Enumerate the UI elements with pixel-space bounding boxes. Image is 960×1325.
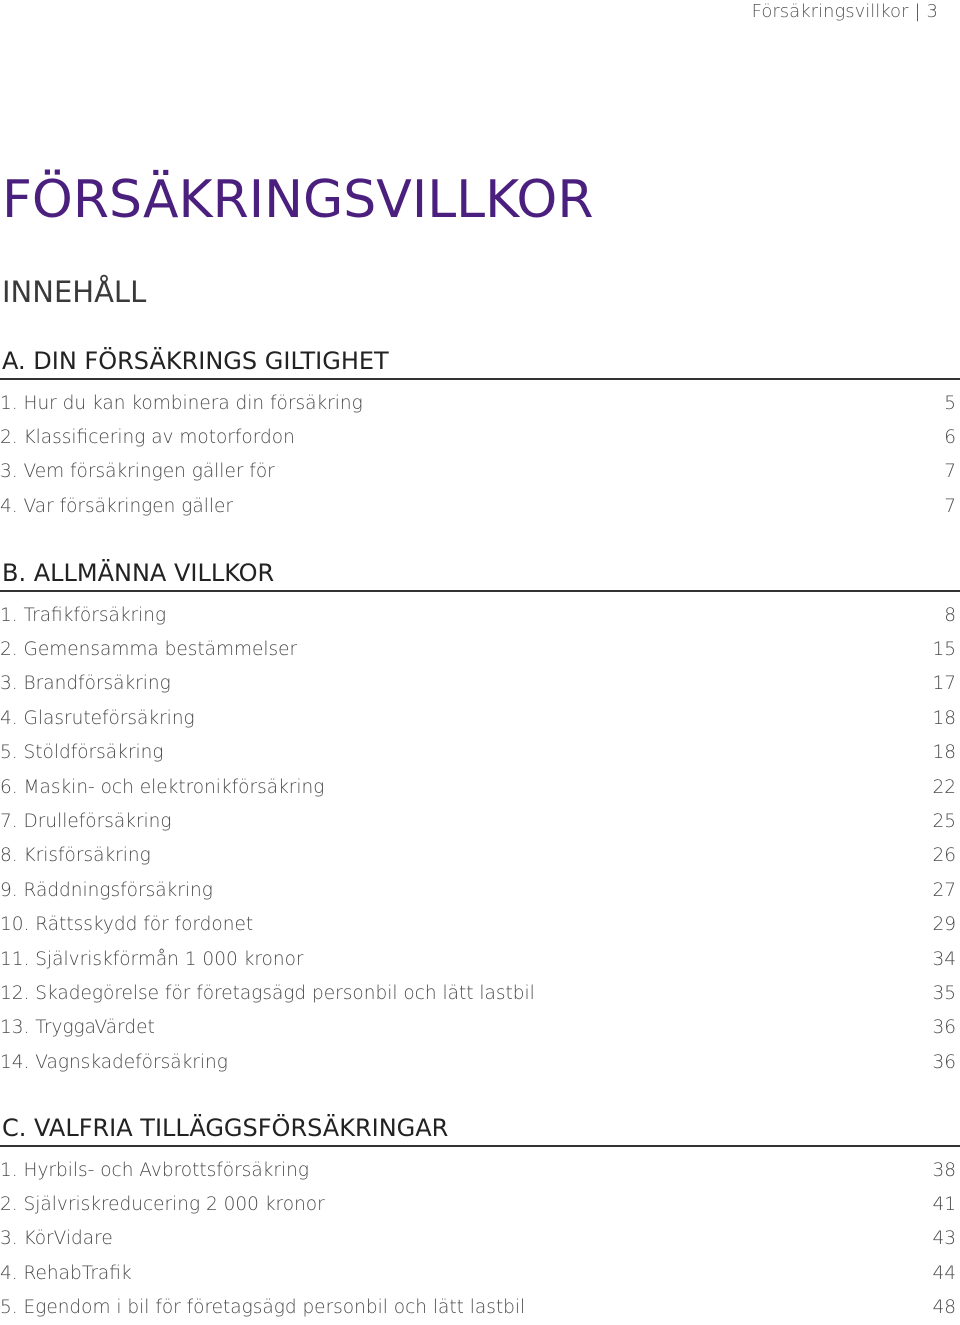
toc-entry[interactable] bbox=[0, 455, 960, 489]
toc-entry-page: 29 bbox=[932, 914, 956, 936]
toc-entry[interactable] bbox=[0, 1222, 960, 1256]
toc-entry-label: 12. Skadegörelse för företagsägd personbil och lätt lastbil bbox=[0, 982, 535, 1004]
toc-entry-label: 1. Hur du kan kombinera din försäkring bbox=[0, 392, 363, 414]
running-header-title: Försäkringsvillkor bbox=[751, 1, 909, 22]
toc-section-c bbox=[0, 1111, 960, 1325]
toc-entry[interactable] bbox=[0, 908, 960, 942]
toc-entry-label: 9. Räddningsförsäkring bbox=[0, 879, 213, 901]
toc-entry[interactable] bbox=[0, 701, 960, 735]
toc-entry[interactable] bbox=[0, 873, 960, 907]
toc-entry-label: 2. Gemensamma bestämmelser bbox=[0, 639, 298, 661]
toc-entry-label: 10. Rättsskydd för fordonet bbox=[0, 914, 254, 936]
toc-entry-label: 5. Egendom i bil för företagsägd personbil och lätt lastbil bbox=[0, 1297, 526, 1319]
toc-entry-page: 34 bbox=[932, 948, 956, 970]
toc-entry[interactable] bbox=[0, 1153, 960, 1187]
toc-entry[interactable] bbox=[0, 420, 960, 454]
toc-entry-label: 3. Vem försäkringen gäller för bbox=[0, 461, 275, 483]
toc-entry-page: 26 bbox=[932, 845, 956, 867]
running-header bbox=[752, 0, 938, 24]
toc-entry-page: 8 bbox=[944, 604, 956, 626]
toc-entry-page: 22 bbox=[932, 776, 956, 798]
toc-entry-list bbox=[0, 598, 960, 1079]
section-title: B. ALLMÄNNA VILLKOR bbox=[0, 556, 960, 592]
toc-section-a bbox=[0, 344, 960, 524]
section-title: C. VALFRIA TILLÄGGSFÖRSÄKRINGAR bbox=[0, 1111, 960, 1147]
toc-entry[interactable] bbox=[0, 1045, 960, 1079]
toc-entry[interactable] bbox=[0, 1011, 960, 1045]
section-title: A. DIN FÖRSÄKRINGS GILTIGHET bbox=[0, 344, 960, 380]
toc-entry-page: 41 bbox=[932, 1194, 956, 1216]
toc-entry-label: 14. Vagnskadeförsäkring bbox=[0, 1051, 228, 1073]
toc-entry[interactable] bbox=[0, 632, 960, 666]
toc-entry-page: 6 bbox=[944, 427, 956, 449]
toc-entry-page: 36 bbox=[932, 1017, 956, 1039]
toc-entry-label: 4. RehabTrafik bbox=[0, 1262, 132, 1284]
toc-entry-page: 36 bbox=[932, 1051, 956, 1073]
page-number: 3 bbox=[926, 1, 938, 22]
toc-entry-label: 6. Maskin- och elektronikförsäkring bbox=[0, 776, 325, 798]
toc-entry-page: 27 bbox=[932, 879, 956, 901]
toc-entry-page: 43 bbox=[932, 1228, 956, 1250]
toc-entry-page: 7 bbox=[944, 461, 956, 483]
toc-entry-page: 18 bbox=[932, 707, 956, 729]
toc-heading: INNEHÅLL bbox=[2, 275, 147, 309]
toc-entry-page: 38 bbox=[932, 1159, 956, 1181]
document-title: FÖRSÄKRINGSVILLKOR bbox=[2, 170, 594, 230]
toc-entry-label: 4. Glasruteförsäkring bbox=[0, 707, 195, 729]
toc-entry[interactable] bbox=[0, 942, 960, 976]
toc-entry[interactable] bbox=[0, 1256, 960, 1290]
toc-section-b bbox=[0, 556, 960, 1079]
toc-entry-page: 44 bbox=[932, 1262, 956, 1284]
toc-entry[interactable] bbox=[0, 770, 960, 804]
toc-entry-label: 3. KörVidare bbox=[0, 1228, 113, 1250]
toc-entry-page: 25 bbox=[932, 811, 956, 833]
toc-entry[interactable] bbox=[0, 804, 960, 838]
toc-entry-label: 1. Hyrbils- och Avbrottsförsäkring bbox=[0, 1159, 309, 1181]
toc-entry-list bbox=[0, 1153, 960, 1325]
toc-entry-label: 2. Självriskreducering 2 000 kronor bbox=[0, 1194, 325, 1216]
toc-entry[interactable] bbox=[0, 976, 960, 1010]
toc-entry-label: 3. Brandförsäkring bbox=[0, 673, 171, 695]
toc-entry-label: 1. Trafikförsäkring bbox=[0, 604, 167, 626]
toc-entry-page: 17 bbox=[932, 673, 956, 695]
toc-entry-page: 5 bbox=[944, 392, 956, 414]
toc-entry-label: 11. Självriskförmån 1 000 kronor bbox=[0, 948, 304, 970]
toc-entry[interactable] bbox=[0, 736, 960, 770]
toc-entry[interactable] bbox=[0, 1187, 960, 1221]
toc-entry-label: 7. Drulleförsäkring bbox=[0, 811, 172, 833]
toc-entry-label: 13. TryggaVärdet bbox=[0, 1017, 155, 1039]
toc-entry-label: 5. Stöldförsäkring bbox=[0, 742, 164, 764]
toc-entry[interactable] bbox=[0, 1291, 960, 1325]
toc-entry-page: 18 bbox=[932, 742, 956, 764]
toc-entry[interactable] bbox=[0, 489, 960, 523]
toc-entry-page: 7 bbox=[944, 495, 956, 517]
toc-entry-label: 8. Krisförsäkring bbox=[0, 845, 151, 867]
toc-entry[interactable] bbox=[0, 386, 960, 420]
toc-entry-list bbox=[0, 386, 960, 524]
running-header-separator: | bbox=[914, 1, 921, 22]
toc-entry[interactable] bbox=[0, 667, 960, 701]
toc-entry-page: 48 bbox=[932, 1297, 956, 1319]
toc-entry-page: 15 bbox=[932, 639, 956, 661]
toc-entry[interactable] bbox=[0, 598, 960, 632]
toc-entry-label: 2. Klassificering av motorfordon bbox=[0, 427, 295, 449]
toc-entry[interactable] bbox=[0, 839, 960, 873]
toc-entry-label: 4. Var försäkringen gäller bbox=[0, 495, 233, 517]
toc-entry-page: 35 bbox=[932, 982, 956, 1004]
